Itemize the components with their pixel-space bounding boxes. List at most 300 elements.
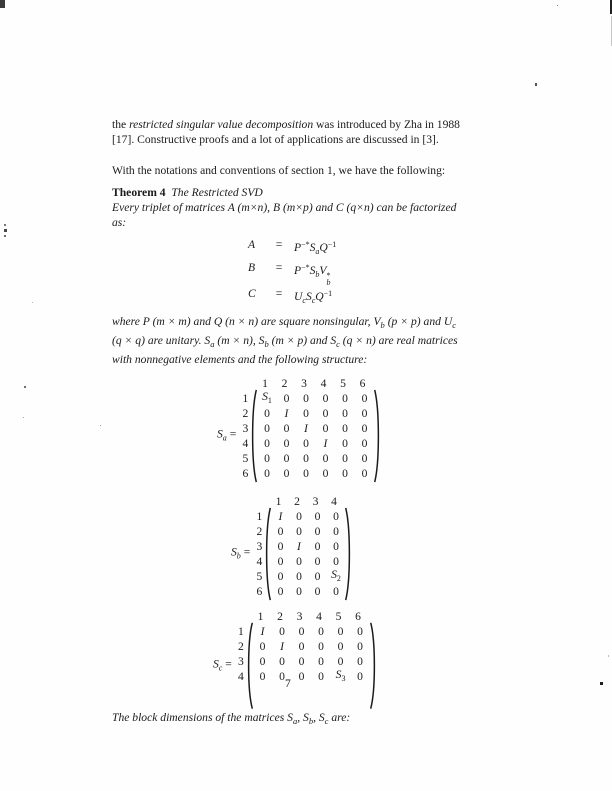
text-segment: (m × p) and S bbox=[268, 334, 337, 347]
matrix-label bbox=[231, 545, 250, 564]
left-paren-icon bbox=[250, 389, 257, 483]
paragraph-intro bbox=[112, 117, 516, 147]
matrix-value: 0 bbox=[296, 585, 302, 598]
math-symbol: I bbox=[297, 540, 301, 553]
scan-speck bbox=[557, 5, 558, 6]
matrix-grid-area bbox=[252, 494, 352, 599]
matrix-value: 0 bbox=[298, 640, 305, 653]
matrix-grid bbox=[253, 624, 370, 708]
matrix-cell bbox=[296, 509, 302, 524]
text-segment: (p × p) and U bbox=[384, 315, 453, 328]
matrix-value: 0 bbox=[283, 422, 290, 435]
matrix-row-header: 4 bbox=[242, 437, 249, 450]
matrix-value: 0 bbox=[283, 452, 290, 465]
matrix-value: 0 bbox=[357, 640, 363, 653]
matrix-cell bbox=[260, 639, 266, 654]
matrix-cell bbox=[336, 667, 346, 686]
matrix-cell bbox=[303, 451, 309, 466]
matrix-cell bbox=[297, 539, 301, 554]
matrix-col-header: 2 bbox=[294, 495, 300, 508]
matrix-value: 0 bbox=[342, 452, 348, 465]
subscript: a bbox=[315, 247, 320, 256]
matrix-cell bbox=[315, 524, 321, 539]
equals-sign: = bbox=[275, 261, 283, 274]
matrix-value: 0 bbox=[264, 467, 270, 480]
scan-speck bbox=[32, 302, 33, 303]
matrix-col-header: 4 bbox=[316, 610, 322, 623]
math-text: = bbox=[240, 545, 251, 559]
matrix-value: 0 bbox=[296, 510, 302, 523]
matrix-value: 0 bbox=[361, 437, 368, 450]
matrix-value: 0 bbox=[342, 437, 348, 450]
math-symbol: I bbox=[278, 510, 283, 523]
subscript: 1 bbox=[267, 396, 272, 405]
superscript: −* bbox=[301, 240, 310, 249]
matrix-inner bbox=[213, 609, 377, 708]
matrix-mid bbox=[238, 391, 381, 481]
math-symbol: I bbox=[280, 640, 284, 653]
matrix-row-headers bbox=[252, 509, 264, 599]
math-text: = bbox=[226, 427, 237, 441]
matrix-sb bbox=[112, 494, 516, 599]
text-segment: with nonnegative elements and the following structure: bbox=[112, 353, 368, 366]
page-body bbox=[112, 117, 516, 729]
matrix-grid bbox=[271, 509, 345, 599]
matrix-value: 0 bbox=[296, 525, 302, 538]
matrix-cell bbox=[285, 406, 289, 421]
matrix-value: 0 bbox=[264, 422, 270, 435]
subscript: b bbox=[236, 551, 241, 561]
text-line bbox=[112, 132, 516, 147]
matrix-value: 0 bbox=[279, 625, 285, 638]
subscript: b bbox=[326, 277, 331, 287]
text-segment: a bbox=[210, 339, 215, 349]
superscript: * bbox=[326, 271, 331, 280]
matrix-row-header: 4 bbox=[256, 555, 263, 568]
matrix-row-header: 3 bbox=[256, 540, 263, 553]
scan-speck bbox=[600, 682, 603, 685]
matrix-value: 0 bbox=[314, 525, 321, 538]
math-symbol: S bbox=[305, 290, 312, 303]
matrix-cell bbox=[323, 406, 329, 421]
matrix-col-header: 3 bbox=[296, 610, 303, 623]
matrix-value: 0 bbox=[296, 570, 302, 583]
matrix-cell bbox=[284, 466, 290, 481]
math-symbol: C bbox=[248, 287, 256, 300]
page-number: 7 bbox=[285, 677, 291, 690]
matrix-cell bbox=[315, 554, 321, 569]
matrix-value: 0 bbox=[322, 452, 329, 465]
matrix-cell bbox=[284, 391, 290, 406]
matrix-cell bbox=[299, 639, 305, 654]
matrix-col-headers bbox=[251, 609, 377, 624]
text-segment: [17]. Constructive proofs and a lot of applications are discussed in [3]. bbox=[112, 133, 439, 146]
matrix-row-header: 2 bbox=[238, 640, 244, 653]
matrix-cell bbox=[323, 421, 329, 436]
matrix-cell bbox=[284, 436, 290, 451]
math-symbol: S bbox=[213, 657, 219, 671]
matrix-cell bbox=[357, 639, 363, 654]
matrix-grid bbox=[257, 391, 374, 481]
text-line bbox=[112, 352, 516, 367]
matrix-cell bbox=[296, 524, 302, 539]
text-segment: b bbox=[264, 339, 269, 349]
matrix-value: 0 bbox=[259, 670, 266, 683]
matrix-cell bbox=[362, 406, 368, 421]
matrix-row-headers bbox=[238, 391, 250, 481]
matrix-value: 0 bbox=[333, 540, 339, 553]
matrix-cell bbox=[342, 391, 348, 406]
math-symbol: I bbox=[260, 625, 265, 638]
matrix-cell bbox=[318, 624, 324, 639]
matrix-col-header: 3 bbox=[301, 377, 307, 390]
matrix-cell bbox=[303, 436, 309, 451]
matrix-value: 0 bbox=[259, 640, 266, 653]
equation-lhs bbox=[248, 237, 264, 260]
text-segment: Every triplet of matrices A (m×n), B (m×p) and C (q×n) can be factorized bbox=[112, 201, 457, 214]
math-symbol: Q bbox=[315, 290, 324, 303]
equation-rhs bbox=[294, 237, 336, 260]
matrix-value: 0 bbox=[342, 392, 348, 405]
matrix-value: 0 bbox=[277, 585, 284, 598]
math-symbol: S bbox=[335, 668, 342, 681]
matrix-cell bbox=[333, 524, 339, 539]
matrix-cell bbox=[342, 466, 348, 481]
text-segment: c bbox=[452, 320, 456, 330]
scan-speck bbox=[4, 229, 7, 232]
text-line bbox=[112, 163, 516, 178]
matrix-value: 0 bbox=[314, 555, 321, 568]
subscript: 3 bbox=[341, 674, 346, 683]
matrix-col-header: 1 bbox=[275, 495, 282, 508]
text-line bbox=[112, 200, 516, 215]
matrix-value: 0 bbox=[318, 670, 324, 683]
matrix-row-header: 3 bbox=[242, 422, 249, 435]
matrix-value: 0 bbox=[357, 655, 363, 668]
matrix-value: 0 bbox=[318, 625, 324, 638]
matrix-value: 0 bbox=[303, 437, 309, 450]
matrix-cell bbox=[357, 624, 363, 639]
text-segment: (m × n), S bbox=[214, 334, 265, 347]
subscript: c bbox=[218, 663, 223, 673]
matrix-cell bbox=[333, 584, 339, 599]
matrix-value: 0 bbox=[277, 540, 284, 553]
matrix-cell bbox=[318, 669, 324, 684]
matrix-row-header: 4 bbox=[238, 670, 244, 683]
matrix-value: 0 bbox=[357, 625, 363, 638]
text-segment: With the notations and conventions of section 1, we have the following: bbox=[112, 164, 446, 177]
matrix-cell bbox=[299, 624, 305, 639]
matrix-inner bbox=[217, 376, 381, 481]
matrix-value: 0 bbox=[298, 655, 305, 668]
matrix-cell bbox=[315, 509, 321, 524]
matrix-cell bbox=[264, 406, 270, 421]
matrix-value: 0 bbox=[264, 407, 270, 420]
equation-rhs bbox=[294, 286, 332, 309]
matrix-cell bbox=[362, 466, 368, 481]
scan-speck bbox=[0, 0, 5, 8]
matrix-value: 0 bbox=[303, 407, 309, 420]
matrix-cell bbox=[362, 436, 368, 451]
matrix-value: 0 bbox=[342, 407, 348, 420]
matrix-value: 0 bbox=[303, 467, 309, 480]
matrix-cell bbox=[315, 584, 321, 599]
matrix-value: 0 bbox=[318, 640, 324, 653]
matrix-cell bbox=[362, 391, 368, 406]
matrix-value: 0 bbox=[322, 467, 329, 480]
matrix-cell bbox=[324, 436, 328, 451]
math-symbol: I bbox=[304, 422, 308, 435]
matrix-cell bbox=[304, 421, 308, 436]
text-segment: , S bbox=[313, 710, 325, 724]
matrix-value: 0 bbox=[283, 437, 290, 450]
equals-sign: = bbox=[275, 238, 283, 251]
equation-lhs bbox=[248, 260, 264, 286]
math-symbol: S bbox=[231, 545, 237, 559]
matrix-cell bbox=[284, 421, 290, 436]
scan-speck bbox=[24, 386, 26, 388]
matrix-cell bbox=[260, 669, 266, 684]
matrix-value: 0 bbox=[279, 655, 285, 668]
text-segment: Theorem 4 bbox=[112, 186, 166, 199]
matrix-value: 0 bbox=[303, 392, 309, 405]
text-segment: The block dimensions of the matrices S bbox=[112, 710, 293, 724]
matrix-row-header: 1 bbox=[256, 510, 263, 523]
matrix-value: 0 bbox=[361, 392, 368, 405]
matrix-cell bbox=[264, 466, 270, 481]
text-segment: where P (m × m) and Q (n × n) are square nonsingular, V bbox=[112, 315, 381, 328]
matrix-cell bbox=[279, 509, 283, 524]
matrix-value: 0 bbox=[277, 555, 284, 568]
matrix-value: 0 bbox=[296, 555, 302, 568]
matrix-cell bbox=[362, 451, 368, 466]
paragraph-closing bbox=[112, 710, 516, 729]
matrix-col-header: 4 bbox=[331, 495, 337, 508]
paragraph-where bbox=[112, 314, 516, 367]
matrix-cell bbox=[318, 654, 324, 669]
matrix-value: 0 bbox=[357, 670, 363, 683]
matrix-cell bbox=[261, 624, 265, 639]
matrix-value: 0 bbox=[303, 452, 309, 465]
matrix-cell bbox=[333, 509, 339, 524]
matrix-cell bbox=[303, 391, 309, 406]
matrix-cell bbox=[303, 466, 309, 481]
matrix-cell bbox=[278, 569, 284, 584]
equation-row bbox=[248, 286, 516, 309]
text-segment: b bbox=[308, 715, 314, 726]
matrix-col-header: 4 bbox=[320, 377, 327, 390]
matrix-cell bbox=[323, 451, 329, 466]
matrix-mid bbox=[234, 624, 377, 708]
matrix-value: 0 bbox=[314, 570, 321, 583]
matrix-row-header: 1 bbox=[242, 392, 249, 405]
matrix-value: 0 bbox=[333, 585, 339, 598]
text-segment: c bbox=[324, 715, 329, 726]
matrix-cell bbox=[296, 584, 302, 599]
matrix-row-header: 3 bbox=[238, 655, 244, 668]
subscript: b bbox=[315, 270, 320, 279]
subscript: 2 bbox=[336, 574, 341, 583]
text-segment: are: bbox=[328, 710, 351, 724]
superscript: −* bbox=[301, 263, 310, 272]
math-symbol: A bbox=[248, 238, 256, 251]
matrix-value: 0 bbox=[361, 422, 368, 435]
matrix-cell bbox=[264, 436, 270, 451]
math-symbol: S bbox=[309, 241, 316, 254]
matrix-mid bbox=[252, 509, 352, 599]
matrix-cell bbox=[338, 639, 344, 654]
matrix-cell bbox=[362, 421, 368, 436]
equation-lhs bbox=[248, 286, 264, 309]
scan-speck bbox=[23, 417, 24, 418]
right-paren-icon bbox=[374, 389, 381, 483]
text-segment: , S bbox=[297, 710, 309, 724]
text-segment: restricted singular value decomposition bbox=[129, 118, 314, 131]
text-segment: The Restricted SVD bbox=[165, 186, 263, 199]
matrix-cell bbox=[260, 654, 266, 669]
text-line bbox=[112, 215, 516, 230]
math-symbol: I bbox=[284, 407, 289, 420]
matrix-col-header: 2 bbox=[277, 610, 283, 623]
matrix-value: 0 bbox=[333, 510, 339, 523]
matrix-grid-area bbox=[234, 609, 377, 708]
matrix-row-header: 6 bbox=[256, 585, 263, 598]
math-symbol: S bbox=[262, 390, 268, 403]
matrix-value: 0 bbox=[342, 422, 348, 435]
matrix-cell bbox=[303, 406, 309, 421]
equation-row bbox=[248, 237, 516, 260]
text-segment: was introduced by Zha in 1988 bbox=[313, 118, 460, 131]
matrix-grid-area bbox=[238, 376, 381, 481]
matrix-cell bbox=[315, 539, 321, 554]
equation-row bbox=[248, 260, 516, 286]
matrix-cell bbox=[342, 421, 348, 436]
math-text: = bbox=[222, 657, 232, 671]
matrix-col-headers bbox=[269, 494, 352, 509]
matrix-value: 0 bbox=[259, 655, 266, 668]
text-line bbox=[112, 117, 516, 132]
math-symbol: Q bbox=[319, 241, 328, 254]
math-symbol: P bbox=[294, 264, 302, 277]
matrix-col-header: 5 bbox=[335, 610, 342, 623]
text-segment: (q × q) are unitary. S bbox=[112, 334, 211, 347]
matrix-value: 0 bbox=[337, 625, 344, 638]
equation-block bbox=[248, 237, 516, 309]
supsub bbox=[327, 273, 331, 286]
right-paren-icon bbox=[345, 507, 352, 601]
matrix-col-header: 1 bbox=[257, 610, 264, 623]
math-symbol: S bbox=[331, 568, 337, 581]
matrix-cell bbox=[278, 584, 284, 599]
matrix-cell bbox=[338, 624, 344, 639]
matrix-cell bbox=[357, 669, 363, 684]
matrix-sc bbox=[112, 609, 516, 708]
left-paren-icon bbox=[246, 622, 253, 710]
matrix-row-header: 5 bbox=[242, 452, 249, 465]
matrix-row-headers bbox=[234, 624, 246, 708]
matrix-cell bbox=[342, 436, 348, 451]
matrix-cell bbox=[280, 639, 284, 654]
paragraph-notations bbox=[112, 163, 516, 178]
matrix-value: 0 bbox=[314, 540, 321, 553]
matrix-cell bbox=[323, 466, 329, 481]
math-symbol: B bbox=[248, 261, 256, 274]
matrix-value: 0 bbox=[298, 625, 305, 638]
matrix-cell bbox=[299, 654, 305, 669]
scan-speck bbox=[535, 83, 537, 86]
math-symbol: U bbox=[294, 290, 303, 303]
matrix-value: 0 bbox=[283, 467, 290, 480]
matrix-label bbox=[213, 656, 232, 675]
text-line bbox=[112, 314, 516, 333]
matrix-value: 0 bbox=[322, 422, 329, 435]
superscript: −1 bbox=[323, 289, 333, 298]
matrix-col-header: 1 bbox=[262, 377, 268, 390]
matrix-row-header: 6 bbox=[242, 467, 249, 480]
matrix-cell bbox=[264, 451, 270, 466]
matrix-value: 0 bbox=[264, 437, 270, 450]
theorem-body bbox=[112, 200, 516, 230]
matrix-value: 0 bbox=[277, 570, 284, 583]
matrix-value: 0 bbox=[277, 525, 284, 538]
matrix-cell bbox=[279, 654, 285, 669]
left-paren-icon bbox=[264, 507, 271, 601]
matrix-col-headers bbox=[255, 376, 381, 391]
matrix-cell bbox=[278, 524, 284, 539]
matrix-col-header: 2 bbox=[281, 377, 288, 390]
right-paren-icon bbox=[370, 622, 377, 710]
scan-speck bbox=[608, 655, 609, 657]
matrix-value: 0 bbox=[333, 525, 339, 538]
matrix-cell bbox=[264, 421, 270, 436]
matrix-cell bbox=[342, 406, 348, 421]
matrix-value: 0 bbox=[322, 407, 329, 420]
matrix-value: 0 bbox=[361, 467, 368, 480]
math-symbol: V bbox=[319, 264, 327, 277]
text-segment: b bbox=[380, 320, 385, 330]
text-line bbox=[112, 333, 516, 352]
matrix-row-header: 1 bbox=[238, 625, 244, 638]
matrix-cell bbox=[296, 569, 302, 584]
matrix-value: 0 bbox=[361, 452, 368, 465]
matrix-value: 0 bbox=[322, 392, 329, 405]
math-symbol: I bbox=[323, 437, 328, 450]
math-symbol: P bbox=[294, 241, 302, 254]
scan-speck bbox=[4, 235, 6, 237]
matrix-cell bbox=[342, 451, 348, 466]
matrix-cell bbox=[357, 654, 363, 669]
equation-rhs bbox=[294, 260, 331, 286]
subscript: c bbox=[311, 296, 316, 305]
text-segment: the bbox=[112, 118, 130, 131]
math-symbol: S bbox=[217, 427, 223, 441]
matrix-cell bbox=[299, 669, 305, 684]
matrix-value: 0 bbox=[333, 555, 339, 568]
matrix-row-header: 5 bbox=[256, 570, 263, 583]
matrix-cell bbox=[333, 539, 339, 554]
matrix-cell bbox=[296, 554, 302, 569]
text-segment: c bbox=[336, 339, 340, 349]
matrix-value: 0 bbox=[314, 585, 321, 598]
subscript: a bbox=[222, 433, 227, 443]
matrix-value: 0 bbox=[283, 392, 290, 405]
matrix-cell bbox=[279, 624, 285, 639]
matrix-cell bbox=[278, 554, 284, 569]
matrix-value: 0 bbox=[361, 407, 368, 420]
text-segment: as: bbox=[112, 216, 127, 229]
matrix-cell bbox=[323, 391, 329, 406]
subscript: c bbox=[302, 296, 306, 305]
